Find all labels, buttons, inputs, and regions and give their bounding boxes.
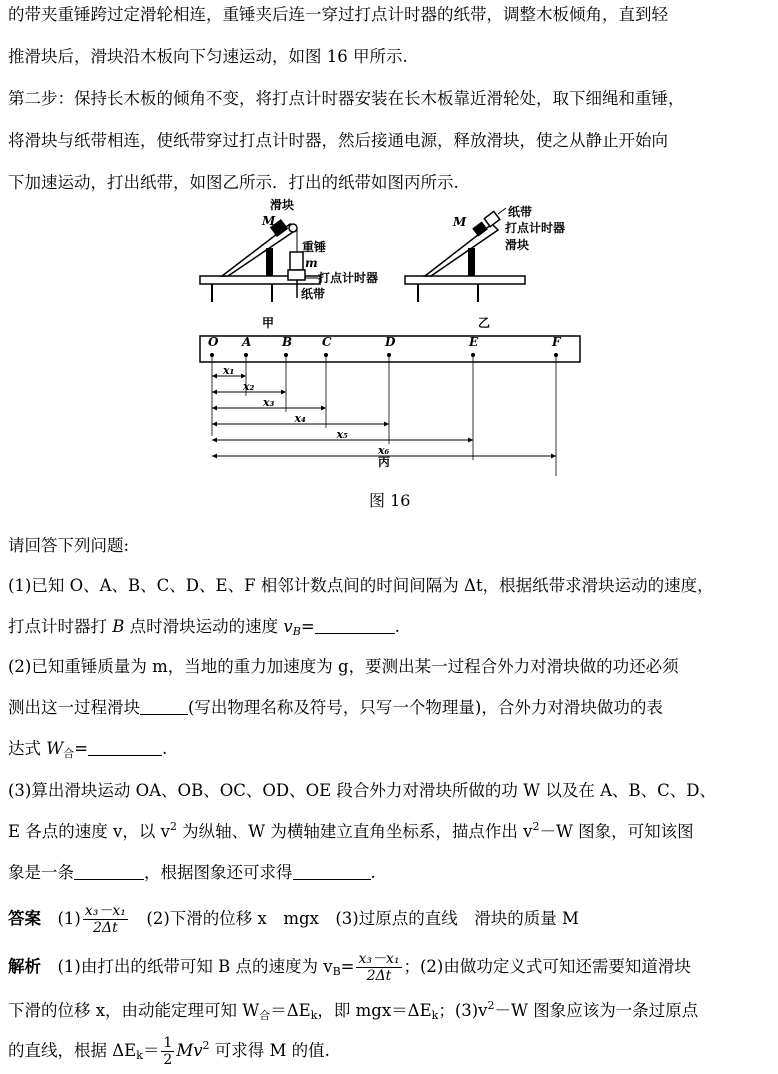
question-1-line-1: (1)已知 O、A、B、C、D、E、F 相邻计数点间的时间间隔为 Δt，根据纸带求滑块运动的速度， [8, 576, 714, 595]
q1-text: 打点计时器打 [8, 617, 113, 636]
analysis-l3-sup: 2 [202, 1039, 210, 1052]
q3b-text: E 各点的速度 v，以 v [8, 822, 170, 841]
answer-frac-den: 2Δt [93, 920, 118, 936]
yi-tape-label: 纸带 [508, 205, 533, 219]
q3c-end: . [370, 863, 376, 882]
analysis-l2-sub3: k [431, 1009, 439, 1022]
distance-label-5: x₅ [336, 428, 348, 441]
q3b-sup2: 2 [532, 820, 540, 833]
q2c-end: . [162, 739, 168, 758]
tape-distances [212, 364, 556, 459]
distance-arrowtail-1 [212, 374, 217, 379]
analysis-half-den: 2 [163, 1052, 173, 1068]
distance-arrowtail-4 [212, 422, 217, 427]
q1-v: v [283, 617, 293, 636]
analysis-line-1 [8, 950, 691, 984]
analysis-l3-a: 的直线，根据 ΔE [8, 1041, 137, 1060]
distance-arrowhead-1 [241, 374, 246, 379]
intro-line-5: 下加速运动，打出纸带，如图乙所示．打出的纸带如图丙所示. [8, 173, 459, 192]
q2c-W: W [46, 739, 64, 758]
analysis-l2-d: ；(3)v [438, 1001, 488, 1020]
distance-label-2: x₂ [243, 380, 255, 393]
intro-line-4: 将滑块与纸带相连，使纸带穿过打点计时器，然后接通电源，释放滑块，使之从静止开始向 [8, 131, 668, 150]
question-3-line-3 [8, 862, 376, 884]
analysis-half-num: 1 [163, 1035, 173, 1051]
analysis-l3-c: Mv [176, 1041, 203, 1060]
yi-caption: 乙 [478, 316, 491, 330]
analysis-l3-d: 可求得 M 的值. [209, 1041, 330, 1060]
bing-caption: 丙 [378, 455, 391, 469]
distance-arrowtail-2 [212, 390, 217, 395]
analysis-l2-e: －W 图象应该为一条过原点 [494, 1001, 699, 1020]
tape-point-label-d: D [385, 335, 396, 349]
analysis-l2-b: ＝ΔE [270, 1001, 311, 1020]
intro-line-3: 第二步：保持长木板的倾角不变，将打点计时器安装在长木板靠近滑轮处，取下细绳和重锤， [8, 89, 685, 108]
distance-arrowhead-3 [321, 406, 326, 411]
yi-slider-label: 滑块 [505, 238, 530, 252]
q3c-mid: ，根据图象还可求得 [144, 863, 293, 882]
jia-m-label: m [305, 256, 318, 270]
apparatus-jia [200, 197, 378, 330]
question-1-line-2 [8, 616, 400, 638]
q1-end: . [394, 617, 400, 636]
figure-16 [0, 192, 778, 512]
distance-arrowhead-6 [551, 454, 556, 459]
q1-point-B: B [112, 617, 125, 636]
q2c-sub: 合 [63, 747, 75, 760]
analysis-l1-post: ；(2)由做功定义式可知还需要知道滑块 [403, 957, 691, 976]
q3-answer-blank-1[interactable] [74, 863, 144, 880]
answer-fraction [83, 903, 128, 936]
analysis-fraction [356, 951, 401, 984]
distance-label-6: x₆ [378, 444, 390, 457]
analysis-l3-b: ＝ [142, 1041, 160, 1060]
question-3-line-2 [8, 821, 694, 843]
figure-title: 图 16 [369, 491, 411, 510]
q2-answer-blank-1[interactable] [140, 698, 188, 715]
question-2-line-2 [8, 697, 663, 719]
analysis-l2-a: 下滑的位移 x，由动能定理可知 W [8, 1001, 260, 1020]
q2-text-post: (写出物理名称及符号，只写一个物理量)，合外力对滑块做功的表 [188, 698, 663, 717]
analysis-l1-eq: = [340, 957, 355, 976]
q2-answer-blank-2[interactable] [88, 739, 162, 756]
distance-arrowtail-3 [212, 406, 217, 411]
analysis-l2-sup: 2 [487, 999, 495, 1012]
answer-label: 答案 [8, 909, 41, 928]
q2c-text: 达式 [8, 739, 47, 758]
jia-timer-label: 打点计时器 [318, 271, 379, 285]
yi-timer-label: 打点计时器 [505, 221, 566, 235]
jia-M-label: M [262, 214, 276, 228]
tape-point-label-f: F [552, 335, 561, 349]
analysis-l2-sub1: 合 [259, 1009, 271, 1022]
question-3-line-1: (3)算出滑块运动 OA、OB、OC、OD、OE 段合外力对滑块所做的功 W 以及在 A、B、C、D、 [8, 781, 717, 800]
analysis-line-2 [8, 1000, 698, 1022]
jia-slider-label: 滑块 [270, 198, 295, 212]
intro-line-1: 的带夹重锤跨过定滑轮相连，重锤夹后连一穿过打点计时器的纸带，调整木板倾角，直到轻 [8, 5, 668, 24]
distance-label-4: x₄ [294, 412, 306, 425]
q3b-mid: 为纵轴、W 为横轴建立直角坐标系，描点作出 v [176, 822, 533, 841]
analysis-l3-sub: k [136, 1049, 143, 1062]
distance-arrowhead-4 [384, 422, 389, 427]
distance-arrowhead-5 [468, 438, 473, 443]
distance-arrowtail-5 [212, 438, 217, 443]
q3b-sup1: 2 [169, 820, 177, 833]
jia-tape-label: 纸带 [301, 287, 326, 301]
answer-line [8, 902, 579, 936]
analysis-label: 解析 [8, 957, 41, 976]
tape-bing [200, 335, 580, 476]
apparatus-yi [405, 204, 565, 330]
q1-v-sub: B [292, 625, 301, 638]
tape-point-label-a: A [242, 335, 252, 349]
answer-frac-num: x₃－x₁ [84, 903, 126, 919]
q1-eq: = [300, 617, 315, 636]
q3c-text: 象是一条 [8, 863, 74, 882]
analysis-l1-sub: B [332, 965, 341, 978]
q3-answer-blank-2[interactable] [293, 863, 371, 880]
answer-part2: (2)下滑的位移 x mgx (3)过原点的直线 滑块的质量 M [146, 909, 579, 928]
answer-part1: (1) [57, 909, 81, 928]
intro-line-2: 推滑块后，滑块沿木板向下匀速运动，如图 16 甲所示. [8, 47, 408, 66]
tape-point-label-o: O [208, 335, 219, 349]
analysis-l2-c: ，即 mgx＝ΔE [317, 1001, 432, 1020]
distance-label-3: x₃ [263, 396, 275, 409]
distance-arrowtail-6 [212, 454, 217, 459]
analysis-l2-sub2: k [310, 1009, 318, 1022]
question-2-line-1: (2)已知重锤质量为 m，当地的重力加速度为 g，要测出某一过程合外力对滑块做的功还必须 [8, 657, 679, 676]
questions-prompt: 请回答下列问题: [8, 536, 130, 555]
distance-arrowhead-2 [281, 390, 286, 395]
tape-point-label-b: B [282, 335, 293, 349]
jia-caption: 甲 [262, 316, 275, 330]
q2c-eq: = [74, 739, 89, 758]
analysis-l1-pre: (1)由打出的纸带可知 B 点的速度为 v [57, 957, 333, 976]
analysis-line-3 [8, 1034, 330, 1068]
tape-point-label-c: C [322, 335, 332, 349]
analysis-frac-den: 2Δt [366, 968, 392, 984]
yi-M-label: M [453, 215, 467, 229]
q2-text: 测出这一过程滑块 [8, 698, 140, 717]
analysis-half-fraction [161, 1035, 174, 1068]
question-2-line-3 [8, 738, 167, 760]
tape-point-label-e: E [469, 335, 479, 349]
q1-answer-blank[interactable] [315, 617, 395, 634]
q3b-end: －W 图象，可知该图 [539, 822, 694, 841]
analysis-frac-num: x₃－x₁ [358, 951, 400, 967]
q1-text-mid: 点时滑块运动的速度 [124, 617, 284, 636]
distance-label-1: x₁ [223, 364, 235, 377]
jia-weight-label: 重锤 [302, 240, 327, 254]
